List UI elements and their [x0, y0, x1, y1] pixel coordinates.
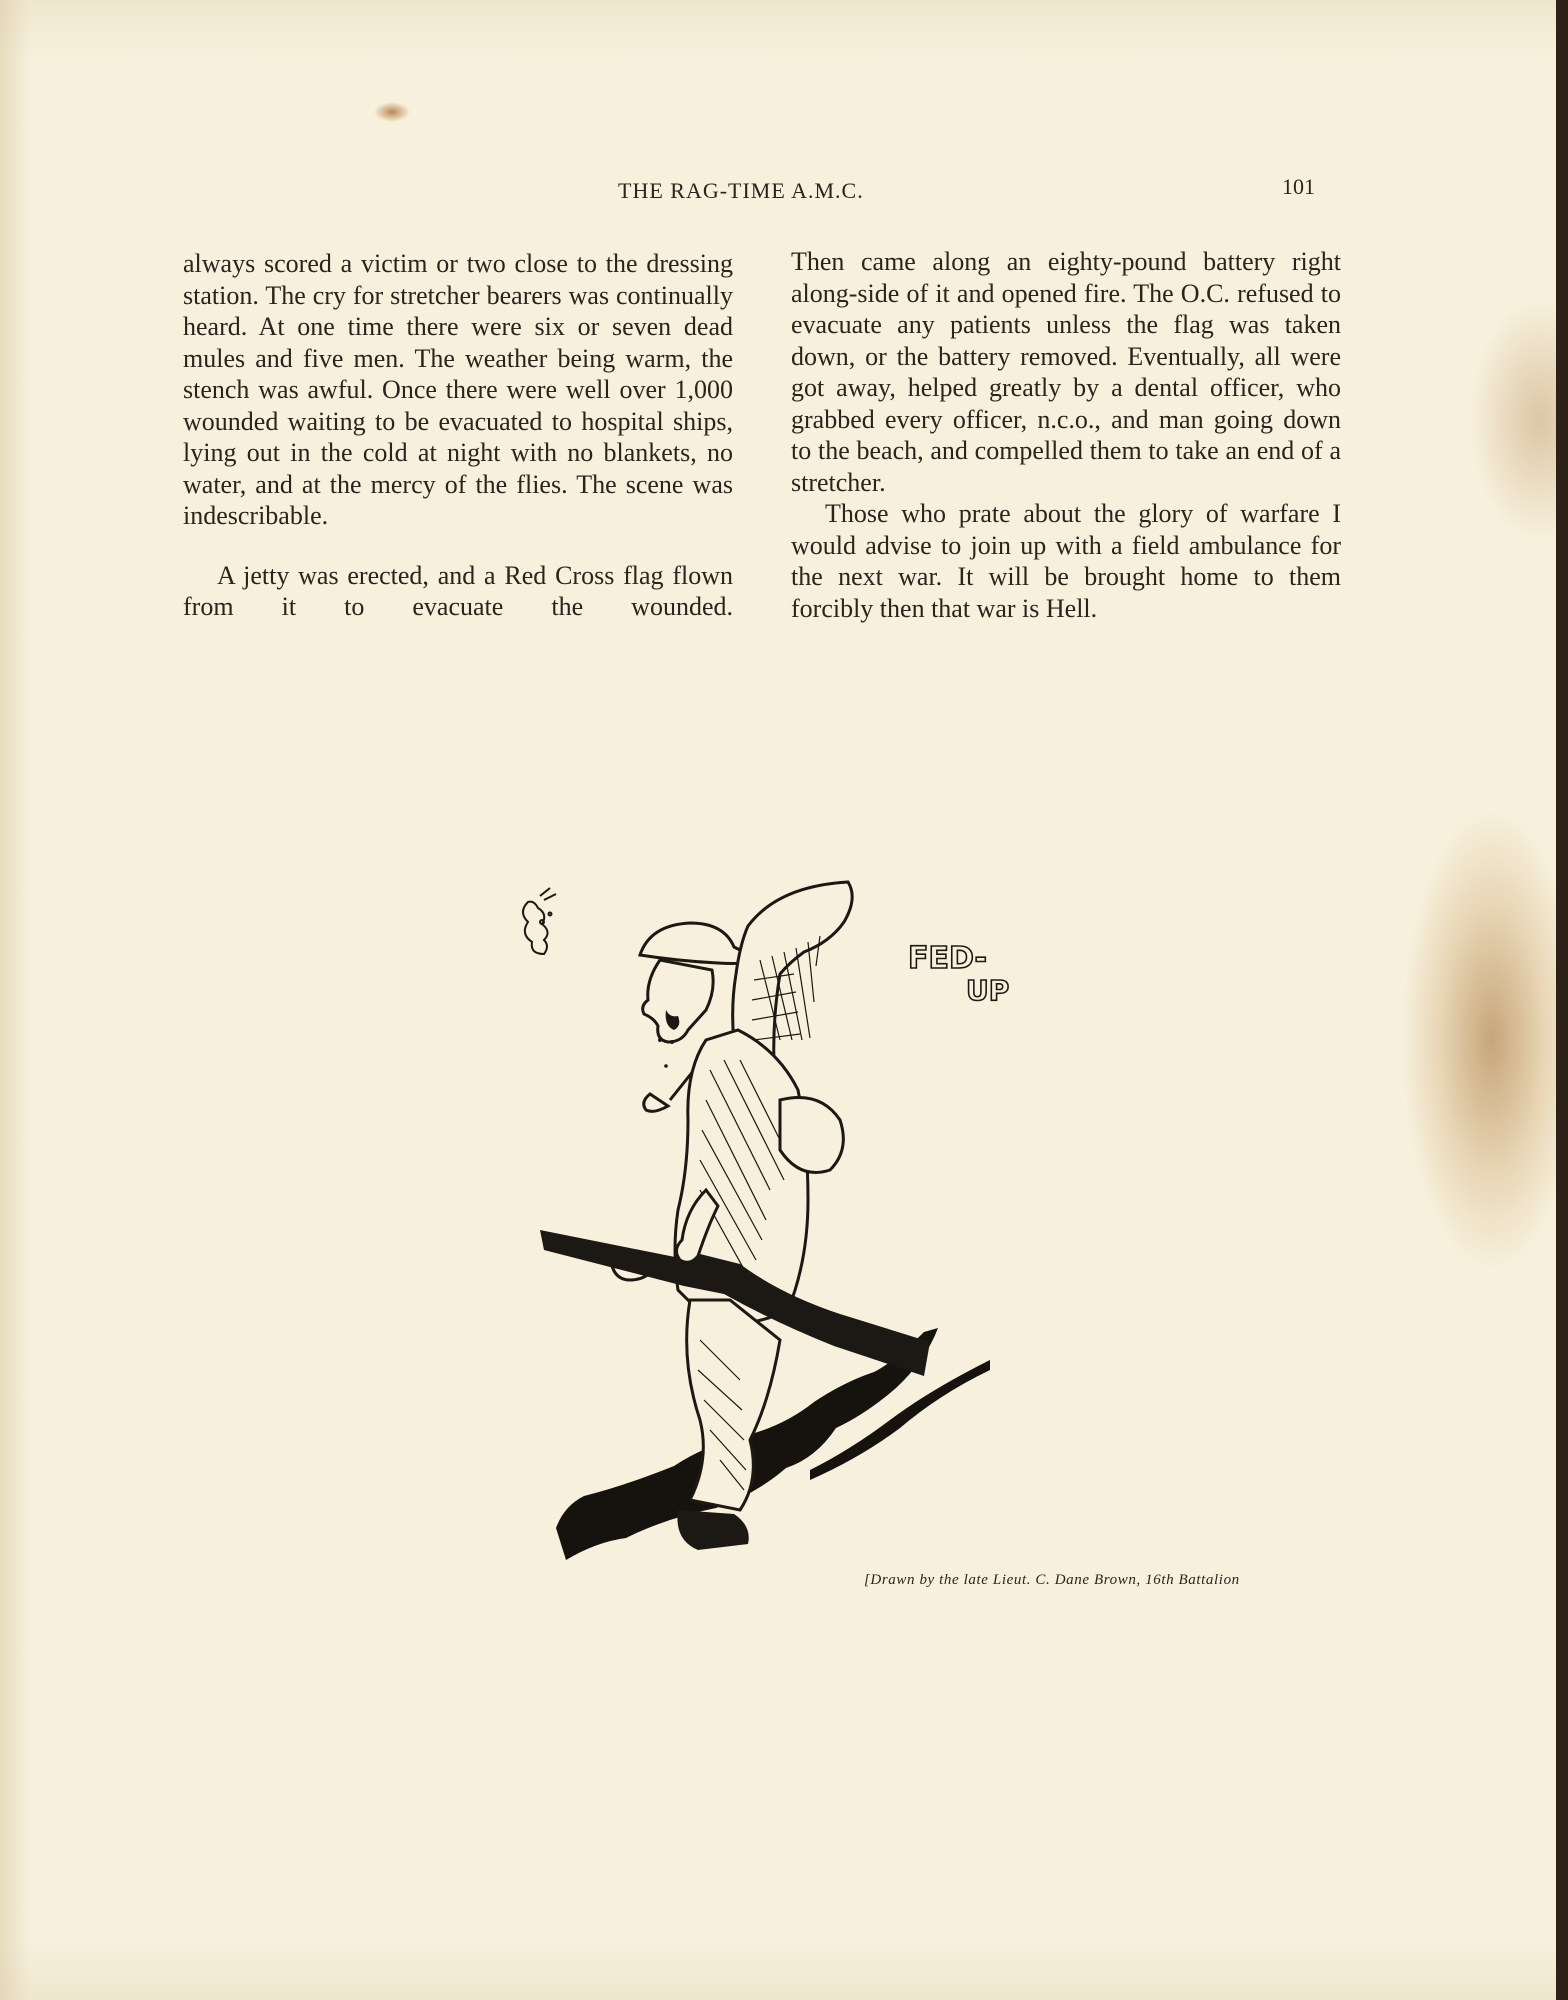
left-paragraph-1: always scored a victim or two close to the dressing station. The cry for stretcher bearers was continually heard. At one time there were six or seven dead mules and five men. The weather being warm, the stench was awful. Once there were well over 1,000 wounded waiting to be evacuated to hospital ships, lying out in the cold at night with no blankets, no water, and at the mercy of the flies. The scene was indescribable.	[183, 249, 733, 530]
fed-up-label-line2: UP	[966, 974, 1010, 1007]
right-paragraph-2: Those who prate about the glory of warfare I would advise to join up with a field ambulance for the next war. It will be brought home to them forcibly then that war is Hell.	[791, 499, 1341, 623]
page-number: 101	[1282, 174, 1315, 199]
right-paragraph-1: Then came along an eighty-pound battery right along-side of it and opened fire. The O.C. refused to evacuate any patients unless the flag was taken down, or the battery removed. Eventually, all were got away, helped greatly by a dental officer, who grabbed every officer, n.c.o., and man going down to the beach, and compelled them to take an end of a stretcher.	[791, 247, 1341, 497]
smoke-puff	[523, 888, 556, 954]
haversack	[780, 1098, 843, 1173]
fed-up-label-line1: FED-	[908, 941, 987, 976]
illustration-credit: [Drawn by the late Lieut. C. Dane Brown, 16th Battalion	[864, 1572, 1240, 1588]
left-text-column	[183, 248, 733, 623]
soldier-head	[643, 960, 713, 1042]
running-head: THE RAG-TIME A.M.C.	[618, 178, 864, 203]
right-text-column	[791, 246, 1341, 624]
left-paragraph-2: A jetty was erected, and a Red Cross flag flown from it to evacuate the wounded.	[183, 560, 733, 621]
page-edge-shadow	[1556, 0, 1568, 2000]
fed-up-soldier-illustration	[510, 870, 1030, 1570]
boots	[677, 1510, 748, 1550]
